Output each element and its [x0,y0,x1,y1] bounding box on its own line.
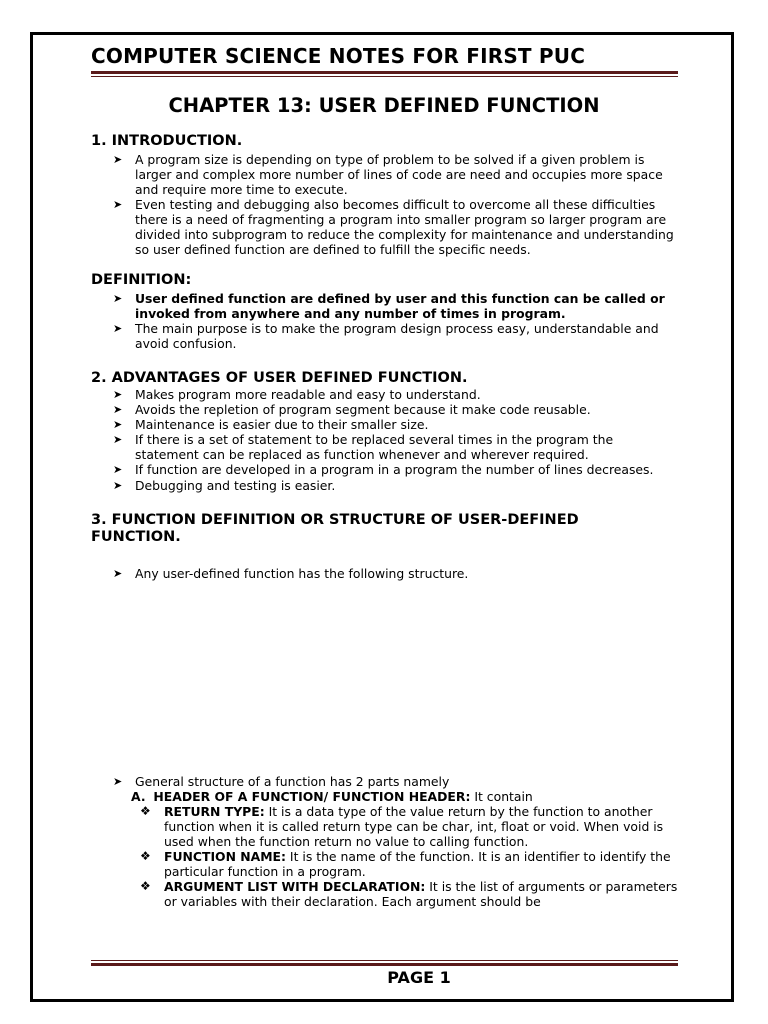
diamond-icon: ❖ [140,804,151,818]
section-heading-definition: DEFINITION: [91,272,192,288]
arrowhead-icon: ➤ [113,463,123,476]
section-number: 3. [91,512,107,528]
list-item: ❖ RETURN TYPE: It is a data type of the value return by the function to another function when it is called return type can be char, int, float or void. When void is used when the function return no value to calling function. [140,804,664,849]
list-item: ➤ Debugging and testing is easier. [113,478,336,493]
diamond-icon: ❖ [140,879,151,893]
list-item: ➤ The main purpose is to make the program design process easy, understandable and avoid confusion. [113,321,659,351]
list-item: ❖ ARGUMENT LIST WITH DECLARATION: It is the list of arguments or parameters or variables with their declaration. Each argument should be [140,879,678,909]
diamond-icon: ❖ [140,849,151,863]
section-heading-introduction: 1. INTRODUCTION. [91,133,243,149]
footer-rule [91,960,678,966]
arrowhead-icon: ➤ [113,153,123,166]
list-item: ➤ A program size is depending on type of problem to be solved if a given problem is larger and complex more number of lines of code are need and occupies more space and require more time to execute. [113,152,663,197]
list-item: ➤ If function are developed in a program in a program the number of lines decreases. [113,462,654,477]
list-item: ➤ If there is a set of statement to be replaced several times in the program the statement can be replaced as function whenever and wherever required. [113,432,614,462]
arrowhead-icon: ➤ [113,479,123,492]
arrowhead-icon: ➤ [113,567,123,580]
arrowhead-icon: ➤ [113,388,123,401]
part-a-heading: A. HEADER OF A FUNCTION/ FUNCTION HEADER: It contain [131,789,533,804]
arrowhead-icon: ➤ [113,433,123,446]
section-heading-advantages: 2. ADVANTAGES OF USER DEFINED FUNCTION. [91,370,468,386]
list-item: ➤ Even testing and debugging also becomes difficult to overcome all these difficulties there is a need of fragmenting a program into smaller program so larger program are divided into subprogram to reduce the complexity for maintenance and understanding so user defined function are defined to fulfill the specific needs. [113,197,674,257]
list-item: ➤ Any user-defined function has the following structure. [113,566,469,581]
list-item: ➤ Makes program more readable and easy to understand. [113,387,481,402]
list-item: ❖ FUNCTION NAME: It is the name of the function. It is an identifier to identify the particular function in a program. [140,849,671,879]
header-rule [91,71,678,77]
list-item: ➤ Maintenance is easier due to their smaller size. [113,417,429,432]
list-item: ➤ User defined function are defined by user and this function can be called or invoked from anywhere and any number of times in program. [113,291,665,321]
arrowhead-icon: ➤ [113,418,123,431]
section-heading-structure: 3. FUNCTION DEFINITION OR STRUCTURE OF USER-DEFINED FUNCTION. [91,512,579,545]
list-item: ➤ General structure of a function has 2 parts namely [113,774,450,789]
arrowhead-icon: ➤ [113,775,123,788]
arrowhead-icon: ➤ [113,322,123,335]
chapter-title: CHAPTER 13: USER DEFINED FUNCTION [168,94,600,117]
arrowhead-icon: ➤ [113,292,123,305]
page-number: PAGE 1 [387,968,451,987]
arrowhead-icon: ➤ [113,198,123,211]
arrowhead-icon: ➤ [113,403,123,416]
list-item: ➤ Avoids the repletion of program segment because it make code reusable. [113,402,591,417]
header-title: COMPUTER SCIENCE NOTES FOR FIRST PUC [91,44,586,68]
